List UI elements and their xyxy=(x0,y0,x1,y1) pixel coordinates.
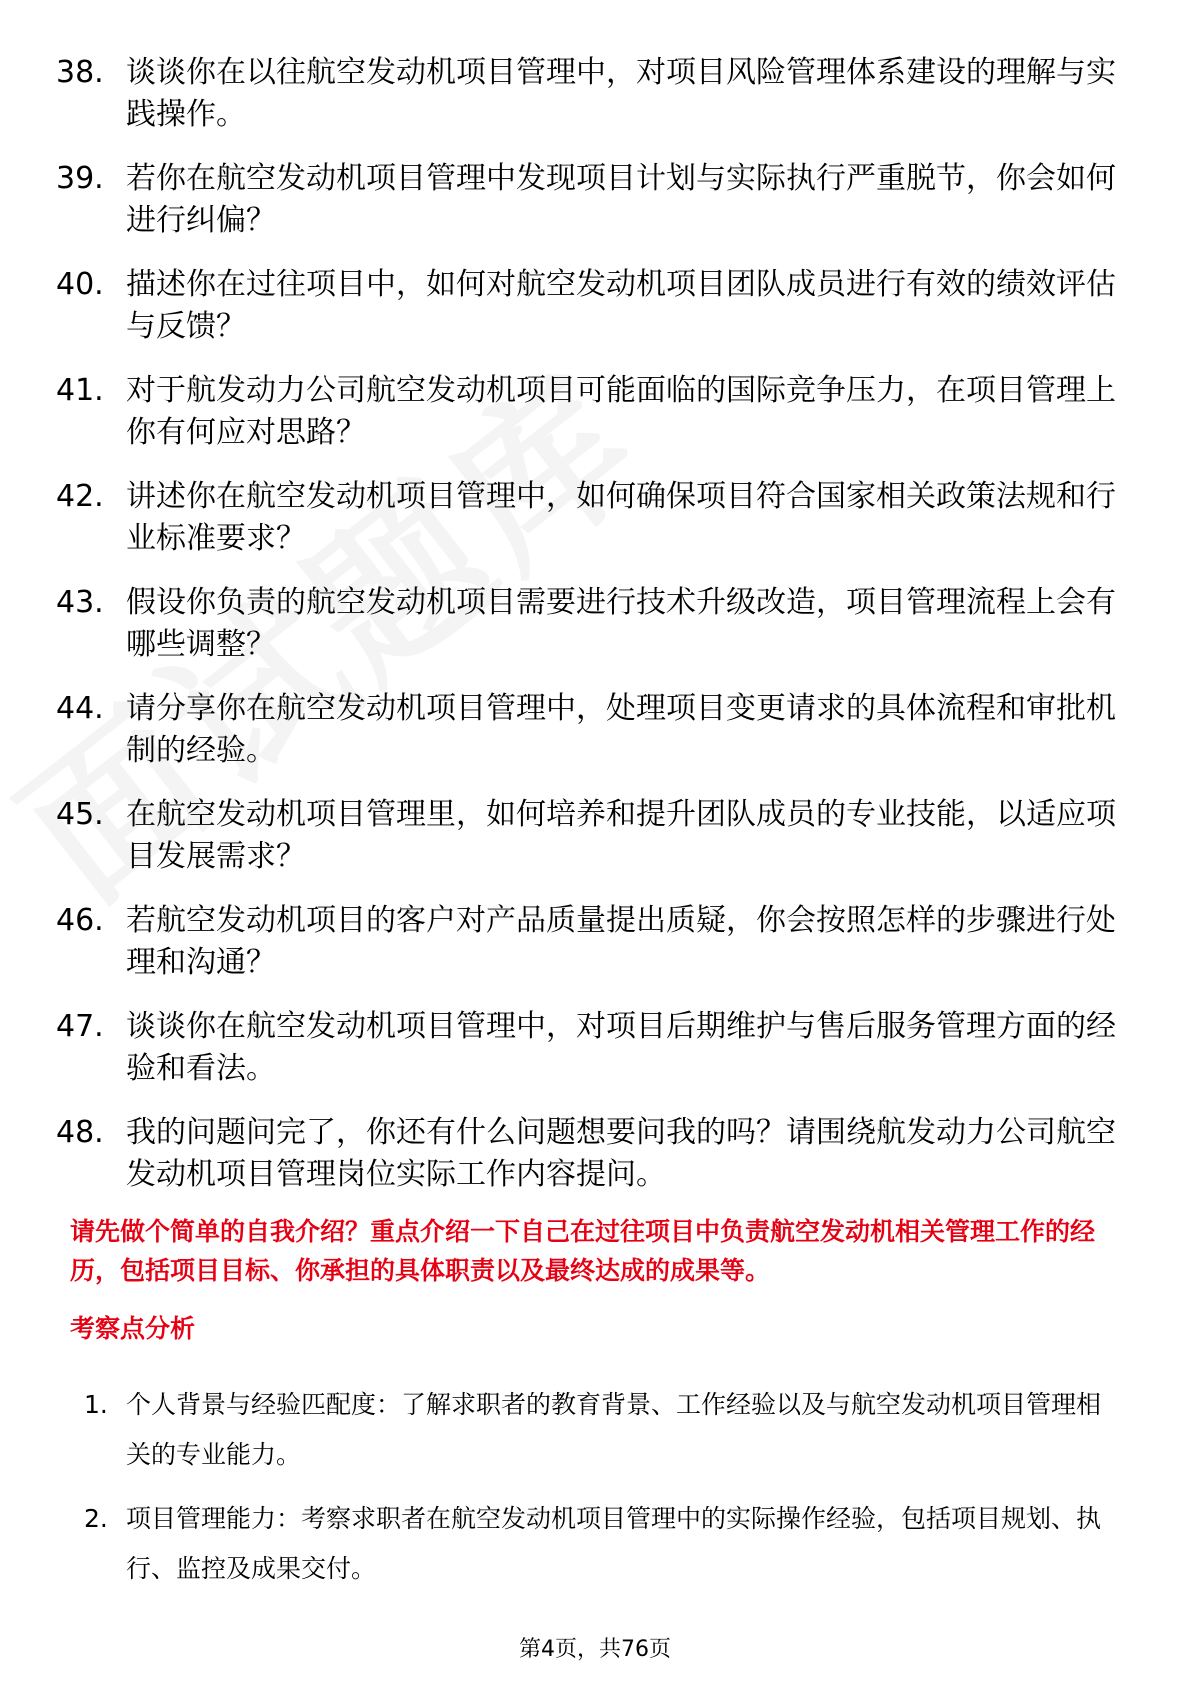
analysis-number: 2. xyxy=(84,1504,108,1533)
highlight-question: 请先做个简单的自我介绍？重点介绍一下自己在过往项目中负责航空发动机相关管理工作的经历，包括项目目标、你承担的具体职责以及最终达成的成果等。 xyxy=(70,1217,1096,1285)
section-title: 考察点分析 xyxy=(70,1314,196,1343)
question-text: 讲述你在航空发动机项目管理中，如何确保项目符合国家相关政策法规和行业标准要求？ xyxy=(126,479,1116,556)
question-number: 39. xyxy=(56,161,104,196)
question-item xyxy=(56,158,1116,242)
question-item xyxy=(56,370,1116,454)
question-number: 38. xyxy=(56,55,104,90)
question-number: 48. xyxy=(56,1115,104,1150)
page-footer: 第4页，共76页 xyxy=(519,1637,671,1662)
question-item xyxy=(56,1112,1116,1196)
question-text: 假设你负责的航空发动机项目需要进行技术升级改造，项目管理流程上会有哪些调整？ xyxy=(126,585,1116,662)
question-number: 43. xyxy=(56,585,104,620)
question-text: 描述你在过往项目中，如何对航空发动机项目团队成员进行有效的绩效评估与反馈？ xyxy=(126,267,1116,344)
question-text: 若你在航空发动机项目管理中发现项目计划与实际执行严重脱节，你会如何进行纠偏？ xyxy=(126,161,1116,238)
question-text: 谈谈你在以往航空发动机项目管理中，对项目风险管理体系建设的理解与实践操作。 xyxy=(126,55,1116,132)
question-text: 若航空发动机项目的客户对产品质量提出质疑，你会按照怎样的步骤进行处理和沟通？ xyxy=(126,903,1116,980)
question-item xyxy=(56,1006,1116,1090)
analysis-text: 项目管理能力：考察求职者在航空发动机项目管理中的实际操作经验，包括项目规划、执行、监控及成果交付。 xyxy=(126,1504,1102,1583)
analysis-number: 1. xyxy=(84,1390,108,1419)
question-item xyxy=(56,794,1116,878)
question-text: 在航空发动机项目管理里，如何培养和提升团队成员的专业技能，以适应项目发展需求？ xyxy=(126,797,1116,874)
question-number: 40. xyxy=(56,267,104,302)
question-text: 对于航发动力公司航空发动机项目可能面临的国际竞争压力，在项目管理上你有何应对思路？ xyxy=(126,373,1116,450)
question-number: 42. xyxy=(56,479,104,514)
analysis-item xyxy=(84,1494,1124,1594)
question-text: 我的问题问完了，你还有什么问题想要问我的吗？请围绕航发动力公司航空发动机项目管理岗位实际工作内容提问。 xyxy=(126,1115,1116,1192)
question-list xyxy=(56,52,1116,1218)
question-item xyxy=(56,476,1116,560)
question-number: 41. xyxy=(56,373,104,408)
question-number: 45. xyxy=(56,797,104,832)
question-item xyxy=(56,52,1116,136)
question-text: 请分享你在航空发动机项目管理中，处理项目变更请求的具体流程和审批机制的经验。 xyxy=(126,691,1116,768)
question-item xyxy=(56,900,1116,984)
question-item xyxy=(56,264,1116,348)
question-number: 47. xyxy=(56,1009,104,1044)
analysis-item xyxy=(84,1380,1124,1480)
question-item xyxy=(56,688,1116,772)
question-number: 46. xyxy=(56,903,104,938)
analysis-list xyxy=(84,1380,1124,1608)
question-text: 谈谈你在航空发动机项目管理中，对项目后期维护与售后服务管理方面的经验和看法。 xyxy=(126,1009,1116,1086)
question-number: 44. xyxy=(56,691,104,726)
question-item xyxy=(56,582,1116,666)
analysis-text: 个人背景与经验匹配度：了解求职者的教育背景、工作经验以及与航空发动机项目管理相关的专业能力。 xyxy=(126,1390,1102,1469)
